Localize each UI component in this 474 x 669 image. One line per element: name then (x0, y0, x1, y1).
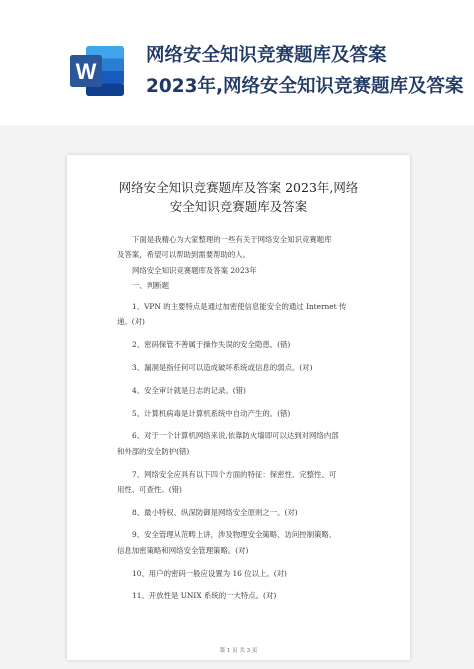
question-item: 10、用户的密码一般应设置为 16 位以上。(对) (132, 568, 287, 578)
question-item: 4、安全审计就是日志的记录。(错) (132, 385, 246, 395)
subtitle: 网络安全知识竞赛题库及答案 2023年 (132, 265, 257, 275)
intro-line: 及答案，希望可以帮助到需要帮助的人。 (117, 250, 251, 260)
page-title (146, 40, 472, 102)
question-item: 9、安全管理从范畴上讲，涉及物理安全策略、访问控制策略、 (132, 530, 337, 540)
svg-text:W: W (75, 59, 97, 84)
question-item: 1、VPN 的主要特点是通过加密使信息能安全的通过 Internet 传 (132, 302, 347, 312)
question-item: 8、最小特权、纵深防御是网络安全原则之一。(对) (132, 507, 298, 517)
title-line-1: 网络安全知识竞赛题库及答案 (146, 45, 387, 66)
question-item: 11、开放性是 UNIX 系统的一大特点。(对) (132, 591, 277, 601)
title-line-2: 2023年,网络安全知识竞赛题库及答案 (146, 76, 464, 97)
question-item-cont: 和外部的安全防护(错) (117, 446, 190, 456)
word-icon (66, 40, 128, 102)
question-item-cont: 递。(对) (117, 317, 145, 327)
page-footer: 第 1 页 共 3 页 (219, 648, 258, 654)
document-page[interactable] (67, 155, 410, 660)
question-item: 6、对于一个计算机网络来说,依靠防火墙即可以达到对网络内部 (132, 431, 339, 441)
document-title: 网络安全知识竞赛题库及答案 2023年,网络 安全知识竞赛题库及答案 (118, 180, 359, 214)
header (0, 0, 474, 125)
question-item: 7、网络安全应具有以下四个方面的特征：保密性、完整性、可 (132, 469, 337, 479)
intro-line: 下面是我精心为大家整理的一些有关于网络安全知识竞赛题库 (132, 235, 332, 244)
section-heading: 一、判断题 (132, 280, 169, 290)
question-item-cont: 用性、可查性。(错) (117, 484, 182, 494)
question-item: 5、计算机病毒是计算机系统中自动产生的。(错) (132, 408, 291, 418)
document-body (117, 232, 375, 604)
question-item-cont: 信息加密策略和网络安全管理策略。(对) (117, 545, 249, 555)
question-item: 3、漏洞是指任何可以造成破坏系统或信息的弱点。(对) (132, 363, 313, 373)
question-item: 2、密码保管不善属于操作失误的安全隐患。(错) (132, 340, 291, 350)
